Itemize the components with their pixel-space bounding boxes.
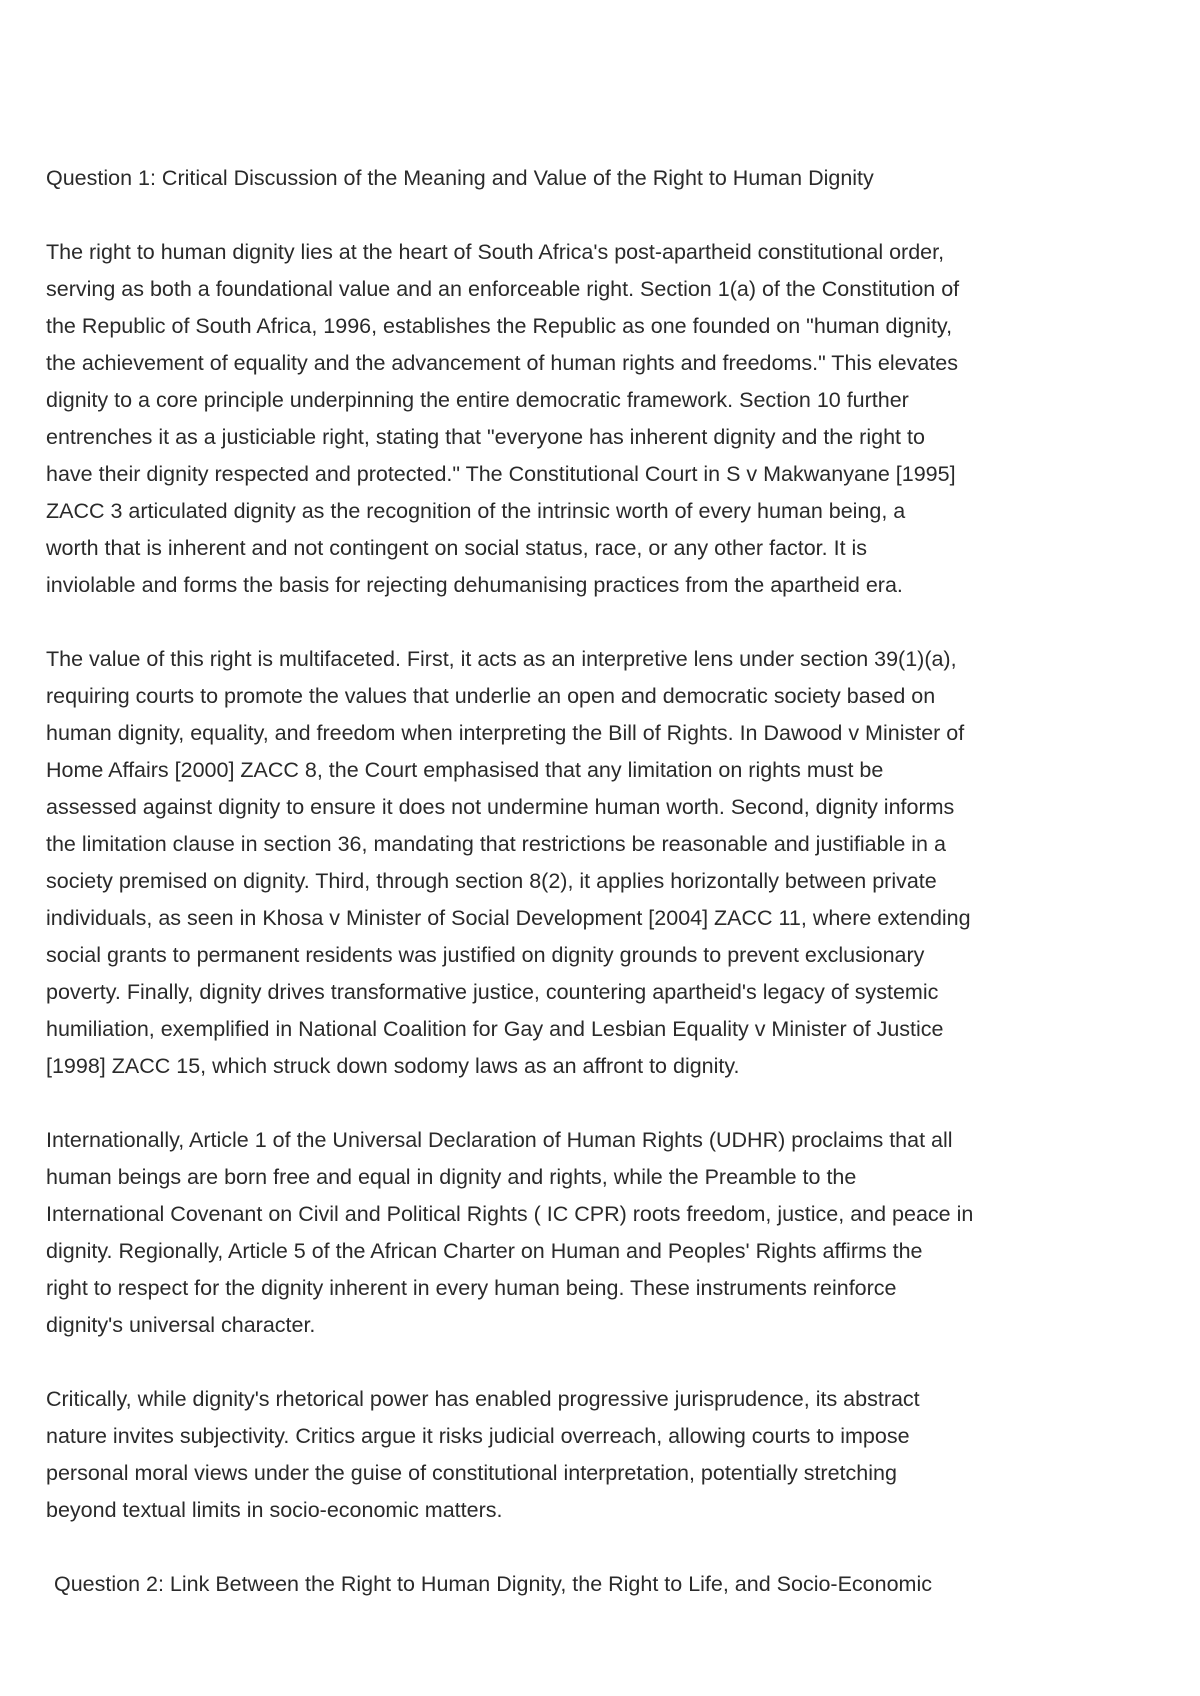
text-line: dignity to a core principle underpinning the entire democratic framework. Section 10 further bbox=[46, 388, 909, 412]
text-line: dignity. Regionally, Article 5 of the African Charter on Human and Peoples' Rights affirms the bbox=[46, 1239, 923, 1263]
text-line: the achievement of equality and the advancement of human rights and freedoms." This elevates bbox=[46, 351, 958, 375]
text-line: human dignity, equality, and freedom when interpreting the Bill of Rights. In Dawood v Minister of bbox=[46, 721, 965, 745]
text-line: Home Affairs [2000] ZACC 8, the Court emphasised that any limitation on rights must be bbox=[46, 758, 884, 782]
text-line: poverty. Finally, dignity drives transformative justice, countering apartheid's legacy of systemic bbox=[46, 980, 939, 1004]
question-1-heading: Question 1: Critical Discussion of the Meaning and Value of the Right to Human Dignity bbox=[46, 166, 874, 190]
text-line: humiliation, exemplified in National Coalition for Gay and Lesbian Equality v Minister of Justice bbox=[46, 1017, 944, 1041]
text-line: social grants to permanent residents was justified on dignity grounds to prevent exclusionary bbox=[46, 943, 925, 967]
text-line: human beings are born free and equal in dignity and rights, while the Preamble to the bbox=[46, 1165, 857, 1189]
document-page bbox=[46, 160, 1164, 1603]
text-line: have their dignity respected and protected." The Constitutional Court in S v Makwanyane [1995] bbox=[46, 462, 956, 486]
text-line: The value of this right is multifaceted. First, it acts as an interpretive lens under section 39(1)(a), bbox=[46, 647, 957, 671]
text-line: ZACC 3 articulated dignity as the recognition of the intrinsic worth of every human being, a bbox=[46, 499, 906, 523]
text-line: [1998] ZACC 15, which struck down sodomy laws as an affront to dignity. bbox=[46, 1054, 740, 1078]
text-line: society premised on dignity. Third, through section 8(2), it applies horizontally between private bbox=[46, 869, 937, 893]
text-line: individuals, as seen in Khosa v Minister of Social Development [2004] ZACC 11, where extending bbox=[46, 906, 971, 930]
spacer bbox=[46, 604, 1164, 641]
spacer bbox=[46, 197, 1164, 234]
paragraph-4 bbox=[46, 1381, 1164, 1529]
text-line: requiring courts to promote the values that underlie an open and democratic society based on bbox=[46, 684, 936, 708]
text-line: worth that is inherent and not contingent on social status, race, or any other factor. It is bbox=[46, 536, 868, 560]
text-line: the limitation clause in section 36, mandating that restrictions be reasonable and justifiable in a bbox=[46, 832, 946, 856]
paragraph-3 bbox=[46, 1122, 1164, 1344]
text-line: personal moral views under the guise of constitutional interpretation, potentially stretching bbox=[46, 1461, 897, 1485]
text-line: dignity's universal character. bbox=[46, 1313, 316, 1337]
paragraph-1 bbox=[46, 234, 1164, 604]
spacer bbox=[46, 1085, 1164, 1122]
text-line: nature invites subjectivity. Critics argue it risks judicial overreach, allowing courts to impose bbox=[46, 1424, 910, 1448]
text-line: assessed against dignity to ensure it does not undermine human worth. Second, dignity informs bbox=[46, 795, 955, 819]
text-line: Critically, while dignity's rhetorical power has enabled progressive jurisprudence, its abstract bbox=[46, 1387, 920, 1411]
text-line: International Covenant on Civil and Political Rights ( IC CPR) roots freedom, justice, and peace in bbox=[46, 1202, 974, 1226]
text-line: the Republic of South Africa, 1996, establishes the Republic as one founded on "human dignity, bbox=[46, 314, 953, 338]
text-line: serving as both a foundational value and an enforceable right. Section 1(a) of the Constitution of bbox=[46, 277, 960, 301]
spacer bbox=[46, 1529, 1164, 1566]
text-line: beyond textual limits in socio-economic matters. bbox=[46, 1498, 503, 1522]
question-2-heading: Question 2: Link Between the Right to Human Dignity, the Right to Life, and Socio-Economic bbox=[54, 1572, 932, 1596]
text-line: entrenches it as a justiciable right, stating that "everyone has inherent dignity and the right to bbox=[46, 425, 925, 449]
spacer bbox=[46, 1344, 1164, 1381]
text-line: The right to human dignity lies at the heart of South Africa's post-apartheid constitutional order, bbox=[46, 240, 945, 264]
text-line: right to respect for the dignity inherent in every human being. These instruments reinforce bbox=[46, 1276, 897, 1300]
text-line: inviolable and forms the basis for rejecting dehumanising practices from the apartheid era. bbox=[46, 573, 903, 597]
paragraph-2 bbox=[46, 641, 1164, 1085]
text-line: Internationally, Article 1 of the Universal Declaration of Human Rights (UDHR) proclaims that all bbox=[46, 1128, 953, 1152]
